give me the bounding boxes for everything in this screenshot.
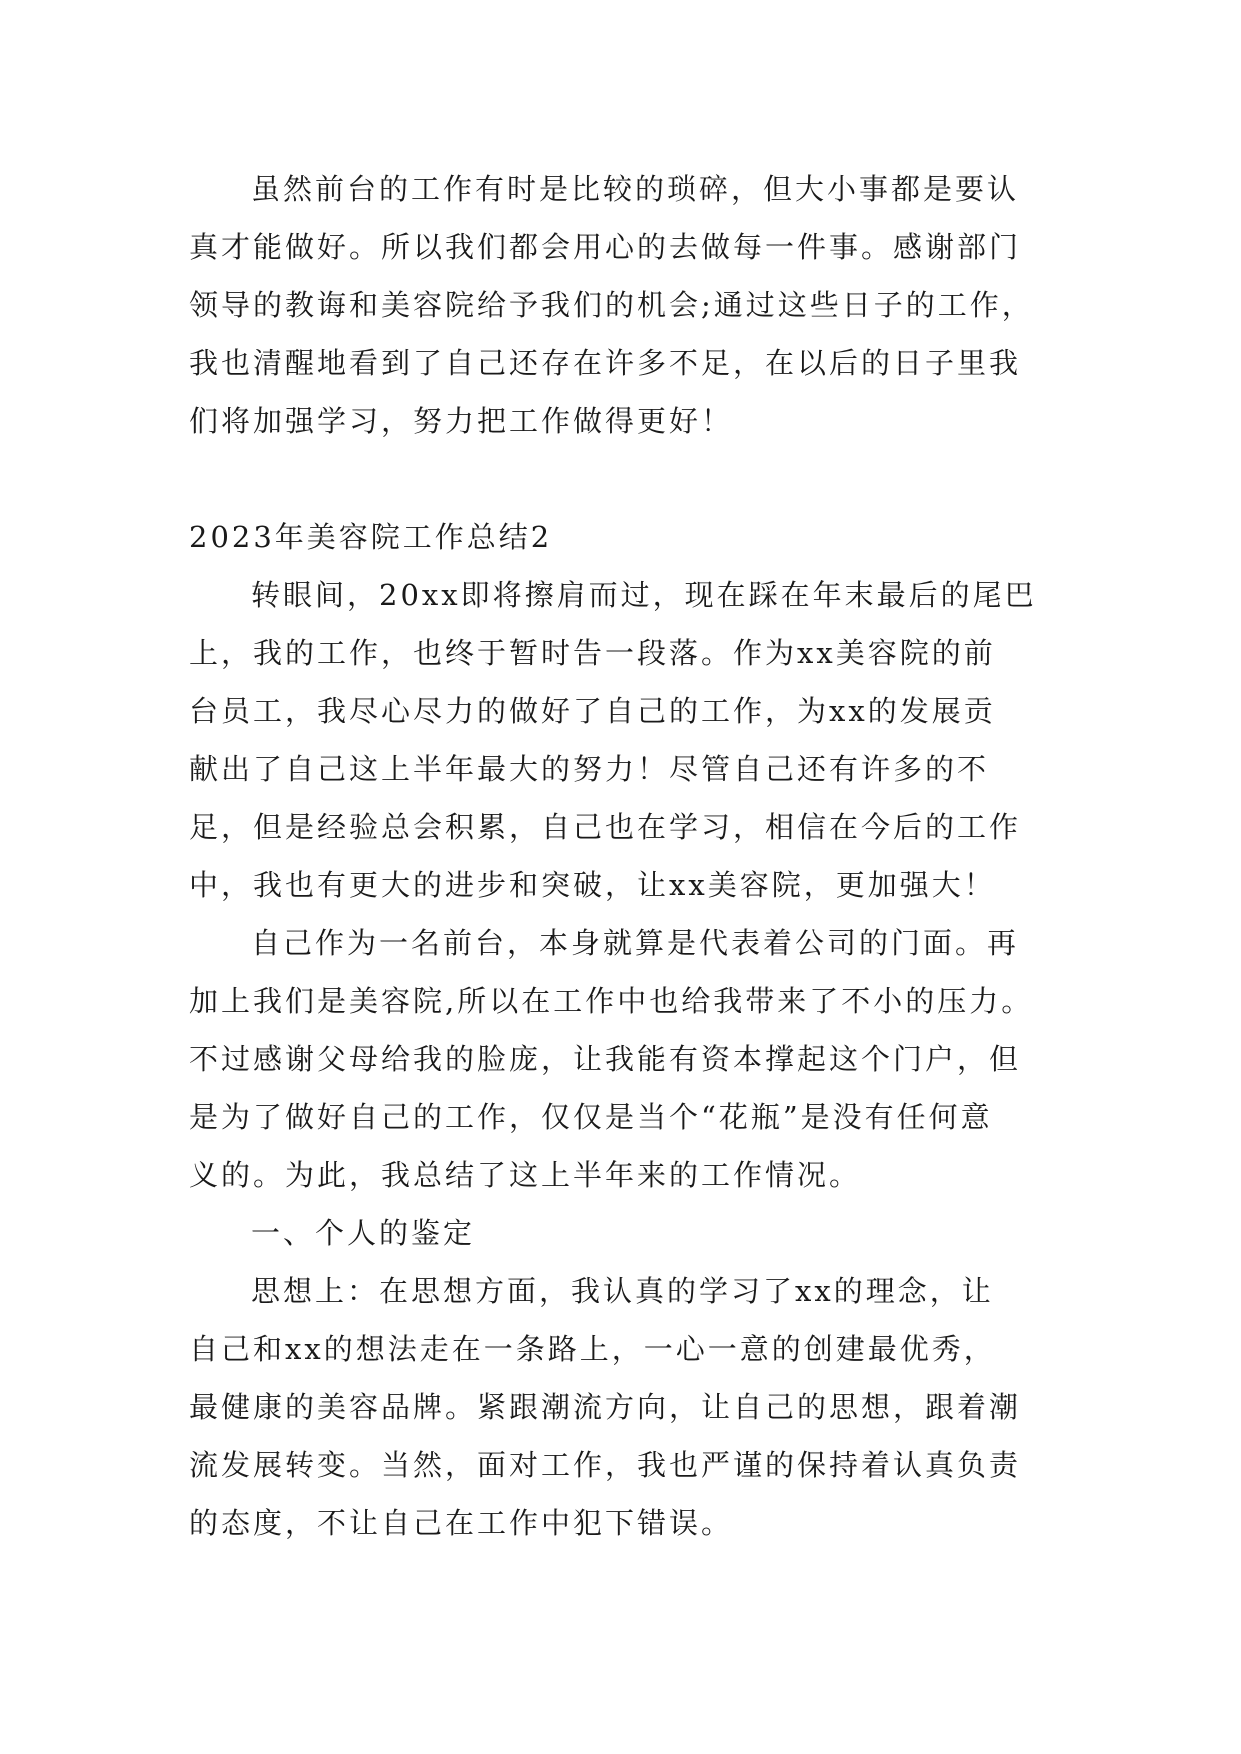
text-line: 台员工，我尽心尽力的做好了自己的工作，为xx的发展贡 (189, 694, 996, 728)
text-line: 不过感谢父母给我的脸庞，让我能有资本撑起这个门户，但 (189, 1042, 1022, 1076)
paragraph-2 (189, 566, 1069, 914)
text-line: 最健康的美容品牌。紧跟潮流方向，让自己的思想，跟着潮 (189, 1390, 1022, 1424)
paragraph-1 (189, 160, 1069, 450)
text-line: 我也清醒地看到了自己还存在许多不足，在以后的日子里我 (189, 346, 1022, 380)
text-line: 上，我的工作，也终于暂时告一段落。作为xx美容院的前 (189, 636, 996, 670)
text-line: 的态度，不让自己在工作中犯下错误。 (189, 1506, 734, 1540)
paragraph-3 (189, 914, 1069, 1204)
text-line: 足，但是经验总会积累，自己也在学习，相信在今后的工作 (189, 810, 1022, 844)
text-line: 加上我们是美容院,所以在工作中也给我带来了不小的压力。 (189, 984, 1034, 1018)
text-line: 真才能做好。所以我们都会用心的去做每一件事。感谢部门 (189, 230, 1022, 264)
document-body (189, 160, 1069, 1552)
text-line: 义的。为此，我总结了这上半年来的工作情况。 (189, 1158, 862, 1192)
text-line: 转眼间，20xx即将擦肩而过，现在踩在年末最后的尾巴 (251, 578, 1037, 612)
section-heading: 2023年美容院工作总结2 (189, 520, 553, 554)
text-line: 中，我也有更大的进步和突破，让xx美容院，更加强大！ (189, 868, 996, 902)
text-line: 流发展转变。当然，面对工作，我也严谨的保持着认真负责 (189, 1448, 1022, 1482)
text-line: 自己和xx的想法走在一条路上，一心一意的创建最优秀， (189, 1332, 996, 1366)
text-line: 献出了自己这上半年最大的努力！尽管自己还有许多的不 (189, 752, 990, 786)
text-line: 领导的教诲和美容院给予我们的机会;通过这些日子的工作， (189, 288, 1034, 322)
text-line: 思想上：在思想方面，我认真的学习了xx的理念，让 (251, 1274, 994, 1308)
paragraph-4 (189, 1262, 1069, 1552)
text-line: 自己作为一名前台，本身就算是代表着公司的门面。再 (251, 926, 1020, 960)
subsection-heading: 一、个人的鉴定 (251, 1216, 476, 1250)
text-line: 们将加强学习，努力把工作做得更好！ (189, 404, 734, 438)
text-line: 是为了做好自己的工作，仅仅是当个“花瓶”是没有任何意 (189, 1100, 993, 1134)
paragraph-gap (189, 450, 1069, 508)
text-line: 虽然前台的工作有时是比较的琐碎，但大小事都是要认 (251, 172, 1020, 206)
